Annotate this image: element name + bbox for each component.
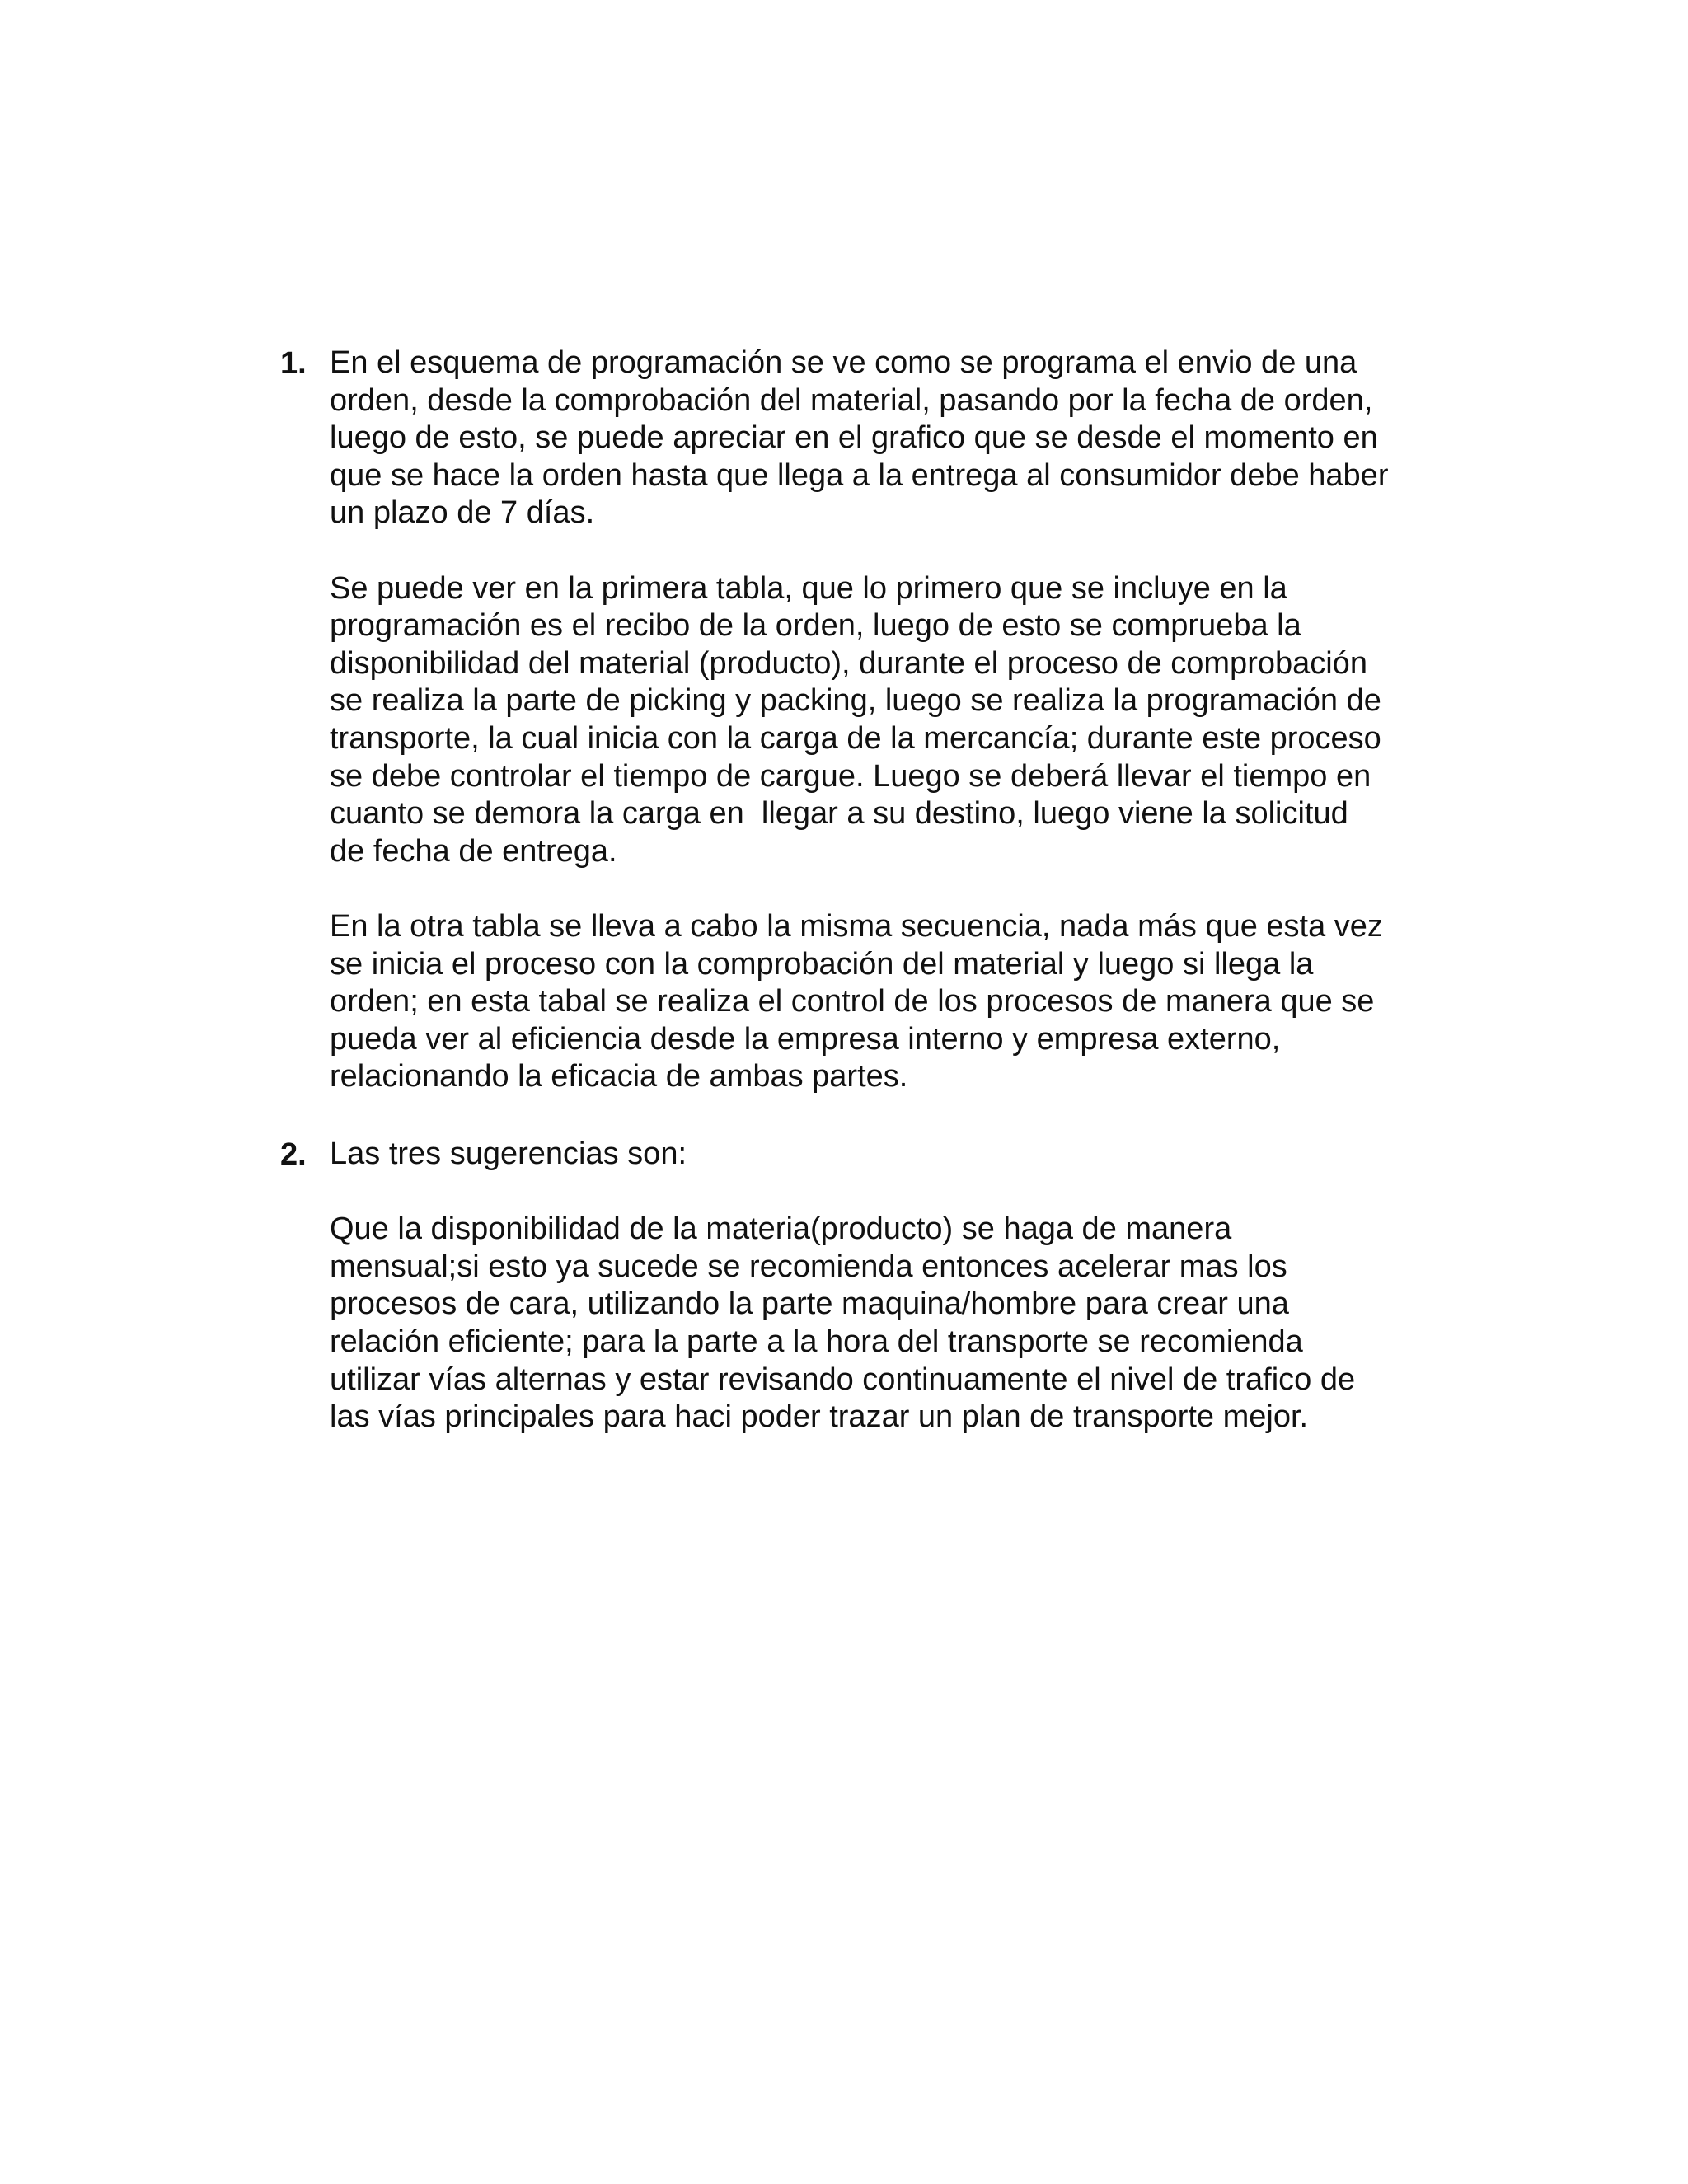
list-item-number: 2. — [280, 1137, 307, 1172]
text-line: orden, desde la comprobación del material, pasando por la fecha de orden, — [330, 382, 1373, 418]
text-line: En el esquema de programación se ve como se programa el envio de una — [330, 345, 1357, 380]
text-line: cuanto se demora la carga en llegar a su destino, luego viene la solicitud — [330, 796, 1348, 832]
text-line: procesos de cara, utilizando la parte maquina/hombre para crear una — [330, 1286, 1289, 1322]
paragraph — [330, 1211, 1467, 1436]
text-line: disponibilidad del material (producto), durante el proceso de comprobación — [330, 645, 1367, 681]
text-line: luego de esto, se puede apreciar en el grafico que se desde el momento en — [330, 420, 1378, 456]
text-line: Que la disponibilidad de la materia(producto) se haga de manera — [330, 1212, 1232, 1247]
text-line: mensual;si esto ya sucede se recomienda entonces acelerar mas los — [330, 1249, 1287, 1284]
text-line: relacionando la eficacia de ambas partes. — [330, 1059, 908, 1094]
paragraph — [330, 570, 1467, 871]
paragraph — [330, 344, 1467, 532]
text-line: orden; en esta tabal se realiza el control de los procesos de manera que se — [330, 984, 1375, 1019]
text-line: En la otra tabla se lleva a cabo la misma secuencia, nada más que esta vez — [330, 908, 1383, 944]
text-line: programación es el recibo de la orden, luego de esto se comprueba la — [330, 608, 1301, 644]
paragraph — [330, 1136, 1467, 1174]
text-line: pueda ver al eficiencia desde la empresa interno y empresa externo, — [330, 1021, 1281, 1057]
text-line: relación eficiente; para la parte a la hora del transporte se recomienda — [330, 1324, 1303, 1359]
paragraph-spacer — [330, 532, 1467, 570]
text-line: un plazo de 7 días. — [330, 495, 595, 531]
list-item-body — [330, 344, 1467, 1096]
text-line: que se hace la orden hasta que llega a la entrega al consumidor debe haber — [330, 457, 1389, 493]
text-line: utilizar vías alternas y estar revisando continuamente el nivel de trafico de — [330, 1361, 1356, 1397]
text-line: de fecha de entrega. — [330, 833, 617, 869]
text-line: se inicia el proceso con la comprobación del material y luego si llega la — [330, 946, 1314, 982]
text-line: se realiza la parte de picking y packing, luego se realiza la programación de — [330, 683, 1381, 719]
text-line: las vías principales para haci poder trazar un plan de transporte mejor. — [330, 1399, 1309, 1435]
text-line: Las tres sugerencias son: — [330, 1137, 687, 1171]
text-line: se debe controlar el tiempo de cargue. Luego se deberá llevar el tiempo en — [330, 758, 1372, 794]
paragraph-spacer — [330, 870, 1467, 908]
text-line: Se puede ver en la primera tabla, que lo primero que se incluye en la — [330, 570, 1287, 606]
paragraph — [330, 908, 1467, 1096]
paragraph-spacer — [330, 1174, 1467, 1212]
text-line: transporte, la cual inicia con la carga de la mercancía; durante este proceso — [330, 720, 1381, 756]
list-item-number: 1. — [280, 346, 307, 381]
list-item-body — [330, 1136, 1467, 1436]
